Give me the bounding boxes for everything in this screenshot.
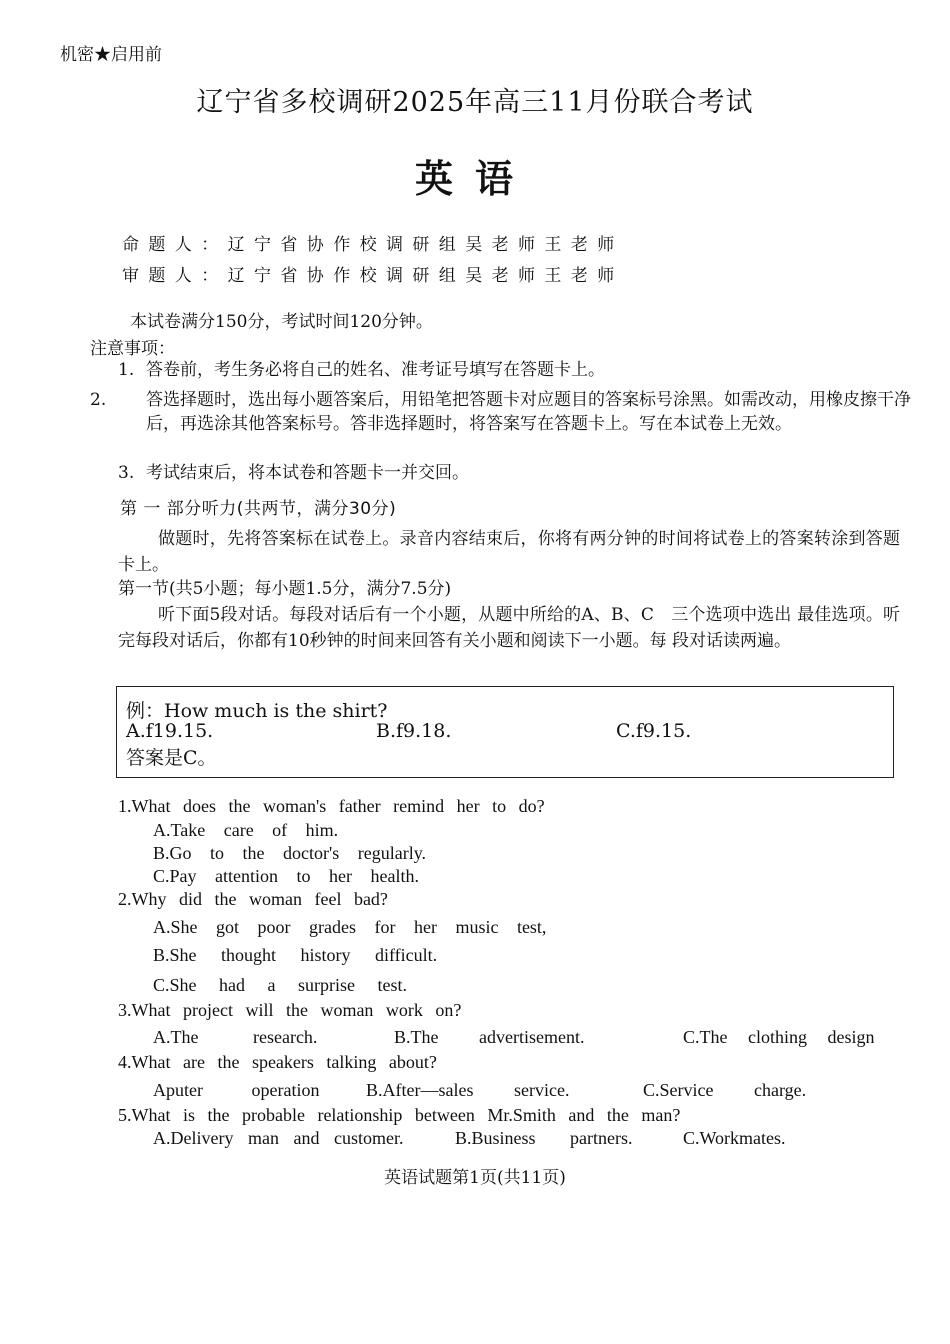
note-number: 1. [118,360,135,380]
question-option: B.Go to the doctor's regularly. [153,843,427,863]
question-stem: 1.What does the woman's father remind her to do? [118,796,545,816]
note-item [118,358,605,382]
question-stem: 2.Why did the woman feel bad? [118,889,388,909]
note-number: 2. [90,390,107,410]
notes-heading: 注意事项： [90,339,175,359]
question-stem: 4.What are the speakers talking about? [118,1052,437,1072]
question-stem: 5.What is the probable relationship between Mr.Smith and the man? [118,1105,681,1125]
question-option: C.Workmates. [683,1128,786,1148]
note-text: 答卷前，考生务必将自己的姓名、准考证号填写在答题卡上。 [146,360,605,380]
question-option: C.Pay attention to her health. [153,866,419,886]
page-footer: 英语试题第1页(共11页) [384,1168,566,1188]
question-option: Aputer operation [153,1080,320,1100]
exam-title: 辽宁省多校调研2025年高三11月份联合考试 [196,87,754,118]
note-text: 答选择题时，选出每小题答案后，用铅笔把答题卡对应题目的答案标号涂黑。如需改动，用橡皮擦干净后，再选涂其他答案标号。答非选择题时，将答案写在答题卡上。写在本试卷上无效。 [146,390,911,434]
question-option: C.The clothing design [683,1027,875,1047]
note-text: 考试结束后，将本试卷和答题卡一并交回。 [146,463,469,483]
question-option: A.She got poor grades for her music test, [153,917,547,937]
example-option-c: C.f9.15. [616,720,692,742]
question-option: C.Service charge. [643,1080,807,1100]
question-option: A.The research. [153,1027,318,1047]
part1-heading: 第 一 部分听力(共两节，满分30分) [120,499,397,519]
question-option: A.Take care of him. [153,820,339,840]
question-option: B.Business partners. [455,1128,633,1148]
exam-info: 本试卷满分150分，考试时间120分钟。 [130,312,433,332]
note-item [90,388,936,436]
example-answer: 答案是C。 [126,747,217,769]
question-reviewer: 审题人：辽宁省协作校调研组吴老师王老师 [122,266,624,286]
note-number: 3. [118,463,135,483]
note-item [118,461,469,485]
question-option: A.Delivery man and customer. [153,1128,404,1148]
question-option: B.The advertisement. [394,1027,585,1047]
subject-title: 英语 [414,156,535,201]
confidential-mark: 机密★启用前 [60,45,162,65]
part1-intro: 做题时，先将答案标在试卷上。录音内容结束后，你将有两分钟的时间将试卷上的答案转涂到答题卡上。 [118,529,900,575]
question-option: B.After—sales service. [366,1080,570,1100]
example-option-b: B.f9.18. [376,720,452,742]
section1-intro: 听下面5段对话。每段对话后有一个小题，从题中所给的A、B、C 三个选项中选出 最佳选项。听完每段对话后，你都有10秒钟的时间来回答有关小题和阅读下一小题。每 段对话读两遍。 [118,605,900,651]
example-question: 例：How much is the shirt? [126,700,388,722]
section1-heading: 第一节(共5小题；每小题1.5分，满分7.5分) [118,579,452,599]
question-option: C.She had a surprise test. [153,975,407,995]
question-setter: 命题人：辽宁省协作校调研组吴老师王老师 [122,235,624,255]
question-option: B.She thought history difficult. [153,945,438,965]
example-option-a: A.f19.15. [126,720,214,742]
question-stem: 3.What project will the woman work on? [118,1000,462,1020]
